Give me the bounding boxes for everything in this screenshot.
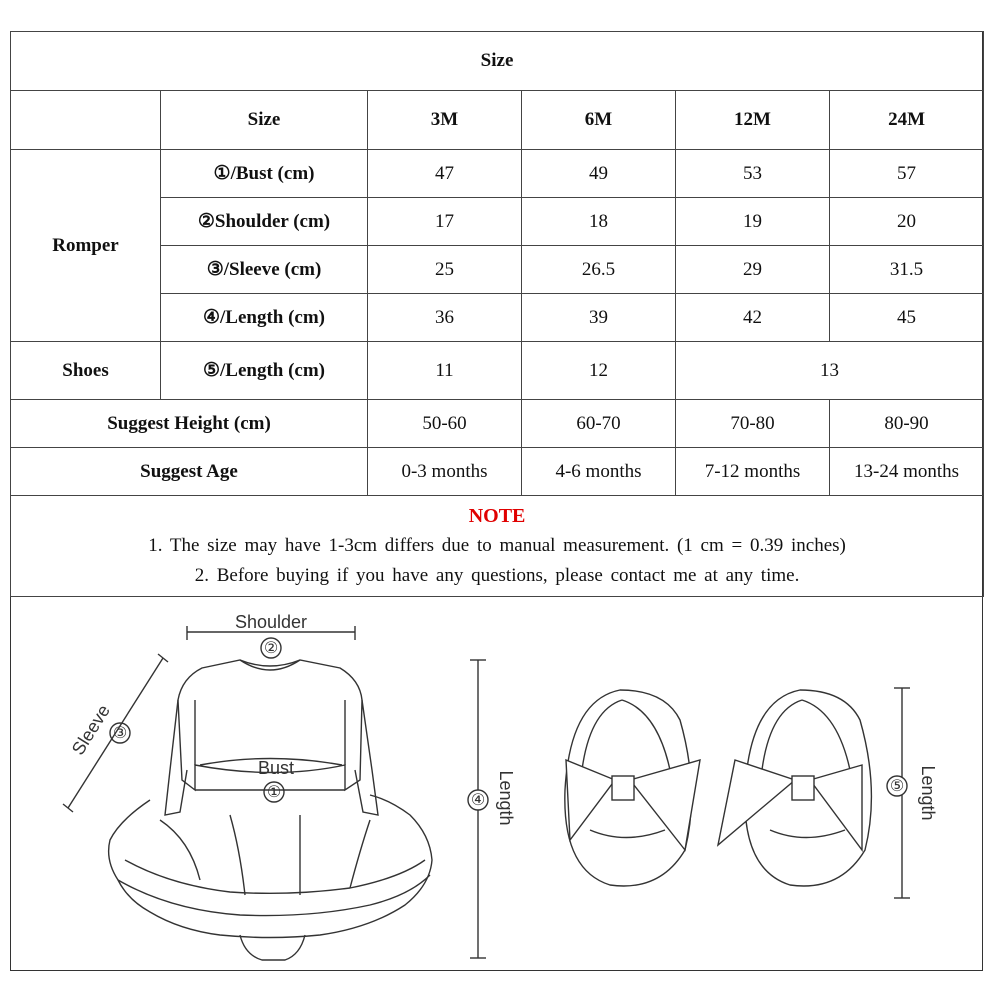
cell: 20 <box>830 198 984 246</box>
cell: 36 <box>368 294 522 342</box>
cell: 57 <box>830 150 984 198</box>
row-label: ③/Sleeve (cm) <box>161 246 368 294</box>
cell: 53 <box>676 150 830 198</box>
cell: 49 <box>522 150 676 198</box>
cell: 19 <box>676 198 830 246</box>
cell: 29 <box>676 246 830 294</box>
shoe-length-label: Length <box>918 765 938 821</box>
cell: 13 <box>676 342 984 400</box>
cell: 4-6 months <box>522 448 676 496</box>
cell: 42 <box>676 294 830 342</box>
romper-illustration <box>63 612 516 960</box>
bust-label: Bust <box>257 758 295 778</box>
cell: 39 <box>522 294 676 342</box>
note-title: NOTE <box>468 505 526 527</box>
cell: 70-80 <box>676 400 830 448</box>
cell: 45 <box>830 294 984 342</box>
cell: 60-70 <box>522 400 676 448</box>
note-line-1: 1. The size may have 1-3cm differs due to manual measurement. (1 cm = 0.39 inches) <box>148 535 846 556</box>
row-label: ④/Length (cm) <box>161 294 368 342</box>
header-size-3m: 3M <box>368 91 522 150</box>
header-size-6m: 6M <box>522 91 676 150</box>
length-label: Length <box>496 770 516 826</box>
cell: 0-3 months <box>368 448 522 496</box>
cell: 7-12 months <box>676 448 830 496</box>
sleeve-label: Sleeve <box>67 701 114 759</box>
cell: 13-24 months <box>830 448 984 496</box>
shoulder-label: Shoulder <box>234 612 308 632</box>
romper-group-label: Romper <box>11 150 161 342</box>
header-size-label: Size <box>161 91 368 150</box>
suggest-age-label: Suggest Age <box>11 448 368 496</box>
cell: 25 <box>368 246 522 294</box>
row-label: ①/Bust (cm) <box>161 150 368 198</box>
cell: 47 <box>368 150 522 198</box>
shoes-illustration <box>565 688 938 898</box>
cell: 11 <box>368 342 522 400</box>
cell: 80-90 <box>830 400 984 448</box>
cell: 17 <box>368 198 522 246</box>
cell: 18 <box>522 198 676 246</box>
row-label: ⑤/Length (cm) <box>161 342 368 400</box>
cell: 31.5 <box>830 246 984 294</box>
length-number: ④ <box>470 790 486 809</box>
cell: 26.5 <box>522 246 676 294</box>
header-size-12m: 12M <box>676 91 830 150</box>
page-title: Size <box>11 32 984 91</box>
note-line-2: 2. Before buying if you have any questions, please contact me at any time. <box>194 565 800 586</box>
cell: 50-60 <box>368 400 522 448</box>
shoulder-number: ② <box>263 638 279 657</box>
row-label: ②Shoulder (cm) <box>161 198 368 246</box>
shoe-length-number: ⑤ <box>889 776 905 795</box>
header-size-24m: 24M <box>830 91 984 150</box>
suggest-height-label: Suggest Height (cm) <box>11 400 368 448</box>
cell: 12 <box>522 342 676 400</box>
bust-number: ① <box>266 782 282 801</box>
sleeve-number: ③ <box>112 723 128 742</box>
shoes-group-label: Shoes <box>11 342 161 400</box>
